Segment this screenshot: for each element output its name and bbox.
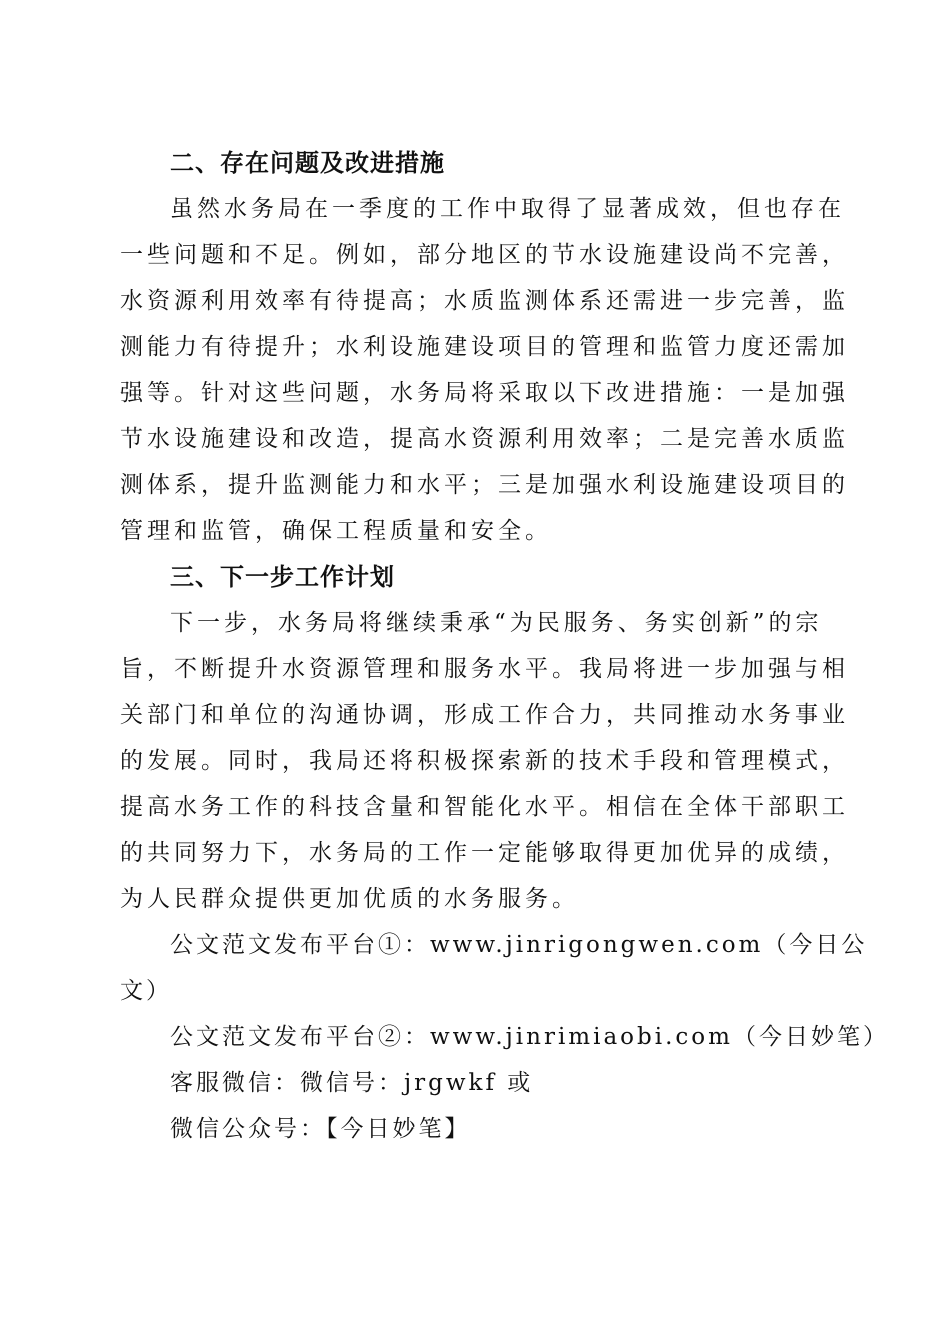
wechat-public-account: 微信公众号：【今日妙笔】 [170,1116,471,1142]
paragraph-line: 一些问题和不足。例如，部分地区的节水设施建设尚不完善， [120,242,849,268]
paragraph-line: 为人民群众提供更加优质的水务服务。 [120,886,579,912]
paragraph-line: 管理和监管，确保工程质量和安全。 [120,518,552,544]
paragraph-line: 提高水务工作的科技含量和智能化水平。相信在全体干部职工 [120,794,849,820]
paragraph-problems [120,186,849,554]
paragraph-line: 下一步，水务局将继续秉承“为民服务、务实创新”的宗 [170,610,823,636]
paragraph-line: 的发展。同时，我局还将积极探索新的技术手段和管理模式， [120,748,849,774]
document-body [120,140,889,1152]
paragraph-line: 关部门和单位的沟通协调，形成工作合力，共同推动水务事业 [120,702,849,728]
platform-link-1[interactable]: 公文范文发布平台①：www.jinrigongwen.com（今日公 [170,932,868,958]
section-heading-problems: 二、存在问题及改进措施 [170,149,445,177]
platform-link-2[interactable]: 公文范文发布平台②：www.jinrimiaobi.com（今日妙笔） [170,1024,889,1050]
paragraph-line: 强等。针对这些问题，水务局将采取以下改进措施：一是加强 [120,380,849,406]
wechat-service-id: 客服微信：微信号：jrgwkf 或 [170,1070,534,1096]
platform-link-1-continued: 文） [120,978,172,1004]
section-heading-next-steps: 三、下一步工作计划 [170,563,395,591]
paragraph-next-steps [120,600,849,922]
paragraph-line: 旨，不断提升水资源管理和服务水平。我局将进一步加强与相 [120,656,849,682]
paragraph-line: 虽然水务局在一季度的工作中取得了显著成效，但也存在 [170,196,845,222]
paragraph-line: 水资源利用效率有待提高；水质监测体系还需进一步完善，监 [120,288,849,314]
paragraph-line: 测体系，提升监测能力和水平；三是加强水利设施建设项目的 [120,472,849,498]
paragraph-line: 测能力有待提升；水利设施建设项目的管理和监管力度还需加 [120,334,849,360]
paragraph-line: 节水设施建设和改造，提高水资源利用效率；二是完善水质监 [120,426,849,452]
paragraph-line: 的共同努力下，水务局的工作一定能够取得更加优异的成绩， [120,840,849,866]
